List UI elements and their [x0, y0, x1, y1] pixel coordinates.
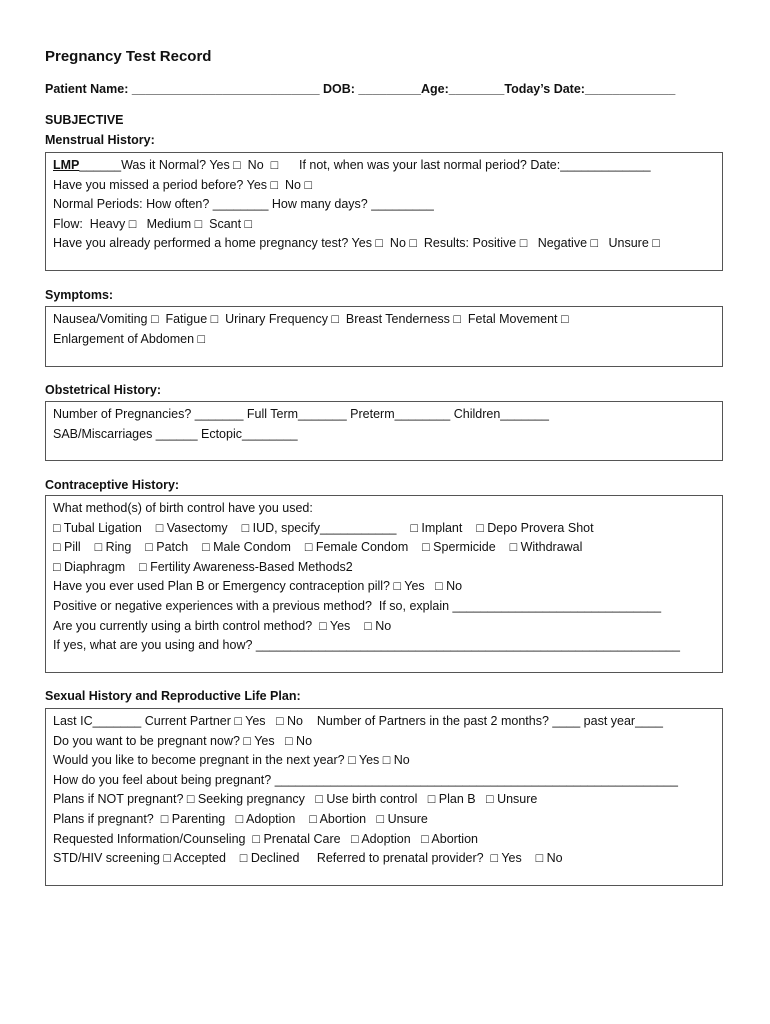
patient-info-line[interactable]: Patient Name: ___________________________ DOB: _________Age:________Today’s Date:_____________: [45, 82, 676, 96]
std-screening-line[interactable]: STD/HIV screening □ Accepted □ Declined Referred to prenatal provider? □ Yes □ No: [53, 851, 563, 866]
symptoms-box: [45, 306, 723, 367]
sexual-history-heading: Sexual History and Reproductive Life Plan:: [45, 689, 301, 703]
symptoms-line-2[interactable]: Enlargement of Abdomen □: [53, 331, 206, 346]
pregnancies-line[interactable]: Number of Pregnancies? _______ Full Term_______ Preterm________ Children_______: [53, 407, 549, 421]
requested-counseling[interactable]: Requested Information/Counseling □ Prenatal Care □ Adoption □ Abortion: [53, 831, 478, 846]
lmp-label: LMP: [53, 158, 80, 172]
methods-used-question: What method(s) of birth control have you used:: [53, 501, 313, 515]
menstrual-history-box: [45, 152, 723, 271]
missed-period-question[interactable]: Have you missed a period before? Yes □ No □: [53, 177, 312, 192]
obstetrical-history-heading: Obstetrical History:: [45, 383, 162, 397]
feelings-question[interactable]: How do you feel about being pregnant? __________________________________________________________: [53, 772, 678, 787]
plans-pregnant[interactable]: Plans if pregnant? □ Parenting □ Adoption □ Abortion □ Unsure: [53, 811, 428, 826]
contraceptive-history-box: [45, 495, 723, 673]
symptoms-heading: Symptoms:: [45, 288, 114, 302]
obstetrical-history-box: [45, 401, 723, 461]
partners-line[interactable]: Last IC_______ Current Partner □ Yes □ No Number of Partners in the past 2 months? ____ past year____: [53, 714, 663, 728]
methods-row-2[interactable]: □ Pill □ Ring □ Patch □ Male Condom □ Female Condom □ Spermicide □ Withdrawal: [53, 540, 583, 555]
page-title: Pregnancy Test Record: [45, 48, 212, 65]
normal-periods-question[interactable]: Normal Periods: How often? ________ How many days? _________: [53, 197, 434, 212]
lmp-normal-question[interactable]: ______Was it Normal? Yes □ No □ If not, when was your last normal period? Date:_____________: [79, 158, 651, 172]
current-method-question[interactable]: Are you currently using a birth control method? □ Yes □ No: [53, 618, 392, 633]
experiences-question[interactable]: Positive or negative experiences with a previous method? If so, explain ______________________________: [53, 598, 662, 613]
miscarriages-line[interactable]: SAB/Miscarriages ______ Ectopic________: [53, 426, 298, 441]
plan-b-question[interactable]: Have you ever used Plan B or Emergency contraception pill? □ Yes □ No: [53, 579, 463, 594]
methods-row-1[interactable]: □ Tubal Ligation □ Vasectomy □ IUD, specify___________ □ Implant □ Depo Provera Shot: [53, 520, 594, 535]
pregnant-next-year-question[interactable]: Would you like to become pregnant in the next year? □ Yes □ No: [53, 753, 410, 768]
methods-row-3[interactable]: □ Diaphragm □ Fertility Awareness-Based Methods2: [53, 559, 353, 574]
menstrual-line-lmp[interactable]: [53, 156, 722, 176]
flow-question[interactable]: Flow: Heavy □ Medium □ Scant □: [53, 216, 253, 231]
plans-not-pregnant[interactable]: Plans if NOT pregnant? □ Seeking pregnancy □ Use birth control □ Plan B □ Unsure: [53, 792, 538, 807]
contraceptive-history-heading: Contraceptive History:: [45, 478, 180, 492]
pregnant-now-question[interactable]: Do you want to be pregnant now? □ Yes □ No: [53, 733, 313, 748]
menstrual-history-heading: Menstrual History:: [45, 133, 155, 147]
current-method-how[interactable]: If yes, what are you using and how? _____________________________________________________________: [53, 638, 680, 653]
sexual-history-box: [45, 708, 723, 886]
subjective-heading: SUBJECTIVE: [45, 113, 124, 127]
symptoms-line-1[interactable]: Nausea/Vomiting □ Fatigue □ Urinary Frequency □ Breast Tenderness □ Fetal Movement □: [53, 312, 569, 326]
home-test-question[interactable]: Have you already performed a home pregnancy test? Yes □ No □ Results: Positive □ Negative □ Unsure □: [53, 236, 660, 251]
